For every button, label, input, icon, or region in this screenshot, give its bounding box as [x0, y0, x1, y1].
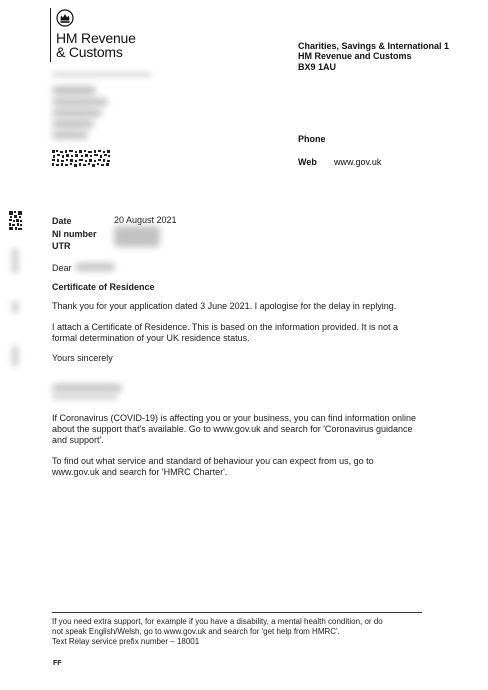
logo-text-line2: & Customs: [56, 44, 123, 60]
charter-line-2: www.gov.uk and search for 'HMRC Charter'.: [52, 467, 228, 477]
date-label: Date: [52, 216, 72, 226]
sender-organisation: HM Revenue and Customs: [298, 51, 412, 61]
charter-line-1: To find out what service and standard of behaviour you can expect from us, go to: [52, 456, 374, 466]
salutation: Dear: [52, 263, 72, 273]
letter-subject: Certificate of Residence: [52, 282, 155, 292]
redacted-margin-mark: [11, 300, 19, 314]
redacted-address-line: [52, 98, 108, 106]
paragraph-2-line-1: I attach a Certificate of Residence. This is based on the information provided. It is not a: [52, 322, 399, 332]
redacted-ni-utr-values: [114, 226, 160, 247]
redacted-reference: [52, 72, 152, 77]
sender-postcode: BX9 1AU: [298, 62, 337, 72]
document-code: FF: [53, 660, 62, 667]
covid-line-3: and support'.: [52, 435, 104, 445]
redacted-margin-mark: [11, 345, 19, 367]
web-label: Web: [298, 157, 317, 167]
qr-code-icon: [52, 150, 110, 167]
covid-line-2: about the support that's available. Go to www.gov.uk and search for 'Coronavirus guidance: [52, 424, 413, 434]
ni-number-label: NI number: [52, 229, 97, 239]
web-value: www.gov.uk: [334, 157, 382, 167]
paragraph-2-line-2: formal determination of your UK residence status.: [52, 333, 250, 343]
covid-line-1: If Coronavirus (COVID-19) is affecting you or your business, you can find information online: [52, 413, 417, 423]
redacted-recipient: [75, 263, 115, 271]
qr-code-icon: [9, 211, 22, 230]
paragraph-1: Thank you for your application dated 3 June 2021. I apologise for the delay in replying.: [52, 301, 397, 311]
redacted-margin-mark: [11, 248, 19, 274]
redacted-signatory: [52, 384, 122, 392]
footer-line-1: If you need extra support, for example if you have a disability, a mental health condition, or do: [52, 617, 383, 626]
sign-off: Yours sincerely: [52, 353, 113, 363]
logo-divider: [50, 8, 51, 62]
redacted-signatory-title: [52, 394, 118, 400]
redacted-recipient-name: [52, 86, 96, 95]
redacted-address-line: [52, 109, 102, 117]
utr-label: UTR: [52, 241, 71, 251]
footer-divider: [52, 612, 422, 613]
royal-crest-icon: [56, 9, 74, 27]
footer-line-2: not speak English/Welsh, go to www.gov.uk and search for 'get help from HMRC'.: [52, 627, 340, 636]
logo-text-line1: HM Revenue: [56, 30, 136, 46]
footer-line-3: Text Relay service prefix number – 18001: [52, 637, 200, 646]
redacted-address-line: [52, 131, 88, 139]
date-value: 20 August 2021: [114, 215, 177, 225]
phone-label: Phone: [298, 134, 326, 144]
redacted-address-line: [52, 120, 94, 128]
sender-department: Charities, Savings & International 1: [298, 41, 450, 51]
